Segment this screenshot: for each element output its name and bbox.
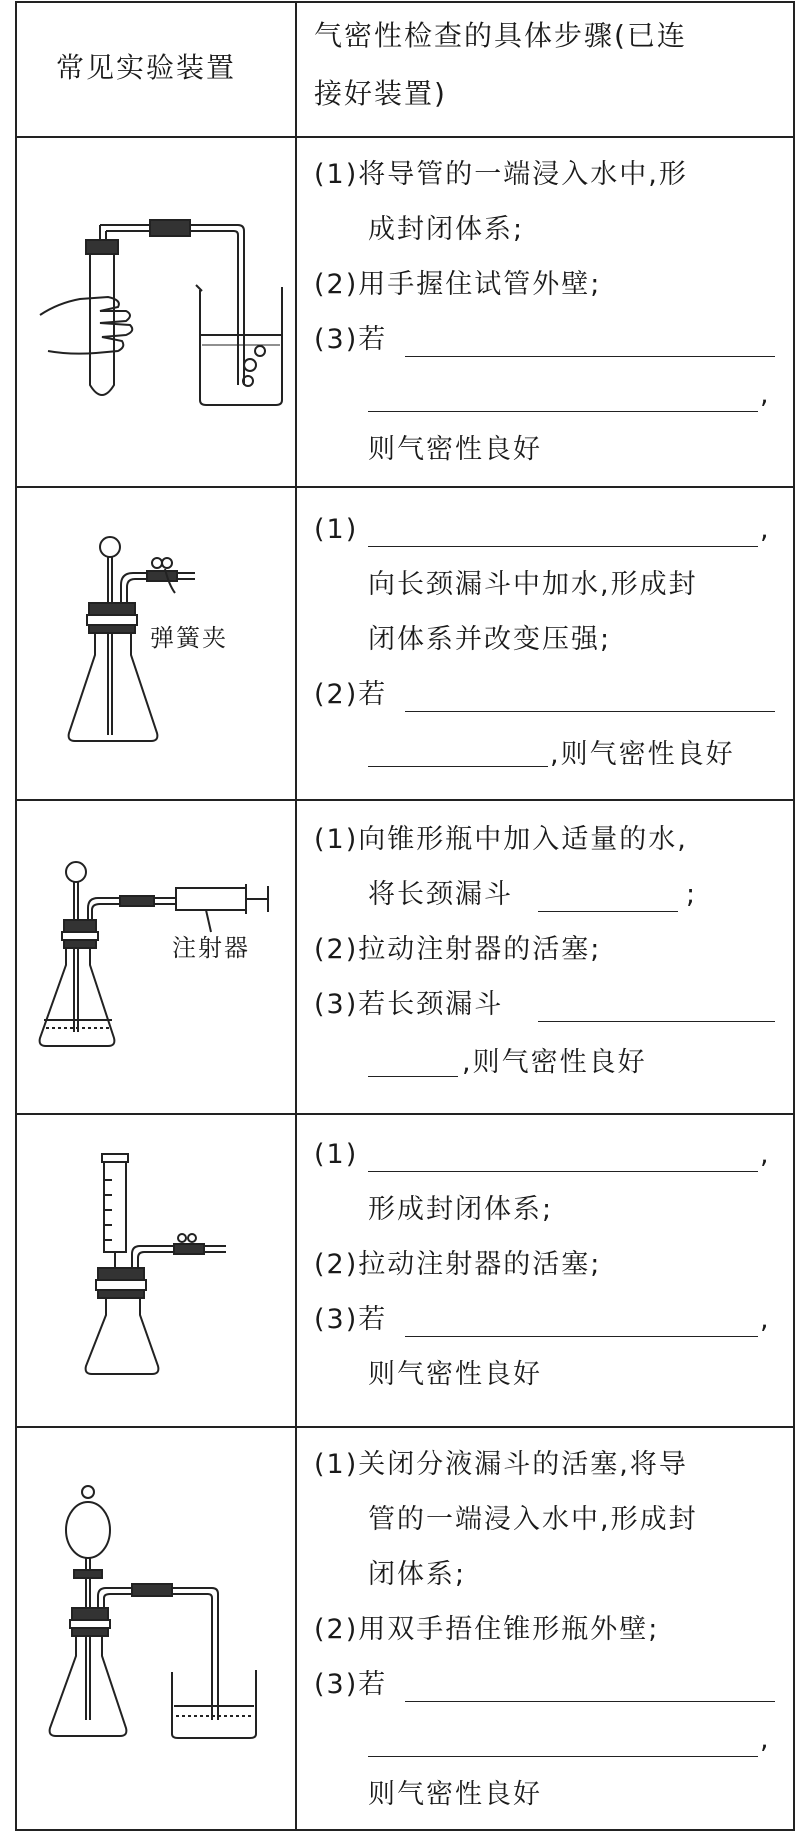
row5-line3: 闭体系; (368, 1559, 467, 1590)
test-tube-in-hand-with-beaker-icon (30, 205, 285, 420)
answer-blank[interactable] (368, 546, 758, 547)
row5-line4: (2)用双手捂住锥形瓶外壁; (314, 1614, 660, 1645)
row1-line2: 成封闭体系; (368, 214, 525, 245)
row2-line4: (2)若 (314, 679, 388, 710)
row4-comma: , (760, 1139, 771, 1170)
row5-comma: , (760, 1724, 771, 1755)
answer-blank[interactable] (538, 911, 678, 912)
header-steps-line1: 气密性检查的具体步骤(已连 (314, 19, 687, 52)
answer-blank[interactable] (405, 711, 775, 712)
row3-line6: ,则气密性良好 (462, 1047, 647, 1078)
row1-line3: (2)用手握住试管外壁; (314, 269, 602, 300)
row2-line6: ,则气密性良好 (550, 739, 735, 770)
label-spring-clamp: 弹簧夹 (150, 624, 228, 652)
flask-with-separatory-funnel-and-beaker-icon (44, 1480, 274, 1800)
header-steps-line2: 接好装置) (314, 77, 447, 110)
row5-line1: (1)关闭分液漏斗的活塞,将导 (314, 1449, 688, 1480)
answer-blank[interactable] (405, 356, 775, 357)
row4-line3: (2)拉动注射器的活塞; (314, 1249, 602, 1280)
label-syringe: 注射器 (172, 934, 250, 962)
row1-comma: , (760, 379, 771, 410)
row2-line1: (1) (314, 514, 359, 545)
answer-blank[interactable] (368, 1756, 758, 1757)
row5-line2: 管的一端浸入水中,形成封 (368, 1504, 698, 1535)
answer-blank[interactable] (368, 1076, 458, 1077)
header-apparatus: 常见实验装置 (56, 51, 237, 84)
row2-line3: 闭体系并改变压强; (368, 624, 612, 655)
row4-line2: 形成封闭体系; (368, 1194, 554, 1225)
answer-blank[interactable] (538, 1021, 775, 1022)
answer-blank[interactable] (368, 411, 758, 412)
row3-line4: (3)若长颈漏斗 (314, 989, 504, 1020)
row2-comma: , (760, 514, 771, 545)
row1-line6: 则气密性良好 (368, 434, 542, 465)
row4-line6: 则气密性良好 (368, 1359, 542, 1390)
row3-semicolon: ; (686, 879, 698, 910)
row5-line7: 则气密性良好 (368, 1779, 542, 1810)
row4-line4: (3)若 (314, 1304, 388, 1335)
row3-line3: (2)拉动注射器的活塞; (314, 934, 602, 965)
answer-blank[interactable] (405, 1701, 775, 1702)
row4-comma2: , (760, 1304, 771, 1335)
row3-line1: (1)向锥形瓶中加入适量的水, (314, 824, 688, 855)
answer-blank[interactable] (405, 1336, 758, 1337)
flask-with-syringe-and-clamp-icon (82, 1150, 232, 1380)
answer-blank[interactable] (368, 766, 548, 767)
row1-line4: (3)若 (314, 324, 388, 355)
row1-line1: (1)将导管的一端浸入水中,形 (314, 159, 688, 190)
row2-line2: 向长颈漏斗中加水,形成封 (368, 569, 698, 600)
row3-line2: 将长颈漏斗 (368, 879, 513, 910)
row5-line5: (3)若 (314, 1669, 388, 1700)
row4-line1: (1) (314, 1139, 359, 1170)
answer-blank[interactable] (368, 1171, 758, 1172)
